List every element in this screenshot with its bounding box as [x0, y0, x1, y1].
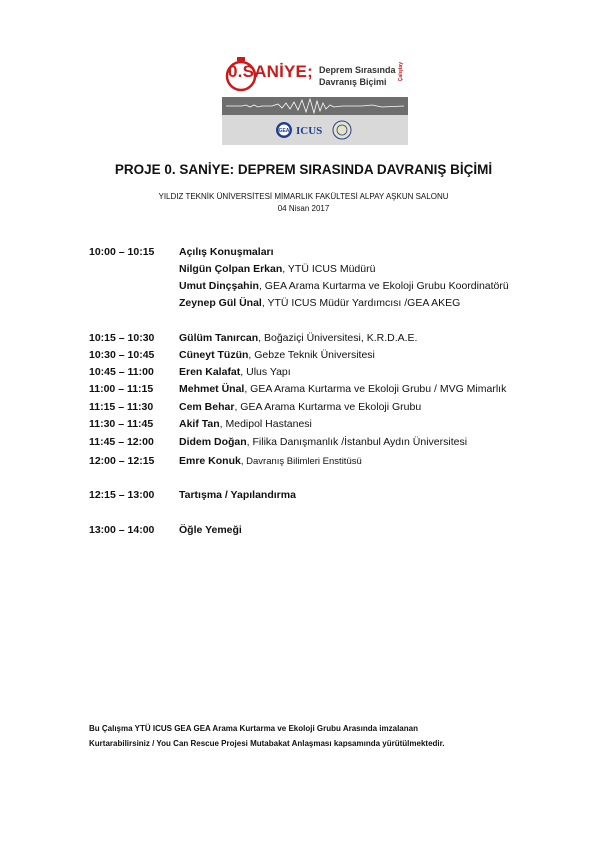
schedule-time: 11:15 – 11:30: [89, 401, 154, 413]
schedule-time: 10:15 – 10:30: [89, 332, 155, 344]
speaker-affiliation: , GEA Arama Kurtarma ve Ekoloji Grubu Koordinatörü: [258, 280, 509, 292]
speaker-name: Eren Kalafat: [179, 366, 241, 378]
footer-line-1: Bu Çalışma YTÜ ICUS GEA GEA Arama Kurtarma ve Ekoloji Grubu Arasında imzalanan: [89, 724, 418, 733]
schedule-item: Açılış Konuşmaları: [179, 246, 274, 258]
speaker-affiliation: , GEA Arama Kurtarma ve Ekoloji Grubu: [234, 401, 422, 413]
speaker-affiliation: , YTÜ ICUS Müdürü: [282, 263, 376, 275]
speaker-affiliation: , Filika Danışmanlık /İstanbul Aydın Üniversitesi: [246, 436, 468, 448]
speaker-affiliation: , GEA Arama Kurtarma ve Ekoloji Grubu / MVG Mimarlık: [244, 383, 507, 395]
schedule-item: Tartışma / Yapılandırma: [179, 489, 296, 501]
speaker-affiliation: , Davranış Bilimleri Enstitüsü: [240, 456, 362, 467]
page-title: PROJE 0. SANİYE: DEPREM SIRASINDA DAVRANIŞ BİÇİMİ: [114, 162, 493, 177]
partner-banner: [222, 97, 408, 145]
speaker-name: Emre Konuk: [179, 455, 241, 467]
footer-line-2: Kurtarabilirsiniz / You Can Rescue Projesi Mutabakat Anlaşması kapsamında yürütülmektedir.: [89, 739, 445, 748]
schedule-time: 12:15 – 13:00: [89, 489, 155, 501]
schedule-item: Öğle Yemeği: [179, 524, 242, 536]
icus-logo-text: ICUS: [296, 125, 323, 137]
logo-main-text: 0.SANİYE;: [228, 62, 313, 81]
speaker-affiliation: , Medipol Hastanesi: [219, 418, 312, 430]
schedule-time: 10:45 – 11:00: [89, 366, 154, 378]
venue: YILDIZ TEKNİK ÜNİVERSİTESİ MİMARLIK FAKÜLTESİ ALPAY AŞKUN SALONU: [158, 192, 449, 201]
speaker-name: Nilgün Çolpan Erkan: [179, 263, 283, 275]
speaker-name: Zeynep Gül Ünal: [179, 297, 262, 309]
gea-logo-icon: [276, 122, 292, 138]
speaker-affiliation: , YTÜ ICUS Müdür Yardımcısı /GEA AKEG: [261, 297, 461, 309]
speaker-affiliation: , Gebze Teknik Üniversitesi: [248, 349, 375, 361]
schedule-time: 11:30 – 11:45: [89, 418, 154, 430]
logo-line-2: Davranış Biçimi: [319, 77, 387, 87]
schedule-time: 11:00 – 11:15: [89, 383, 154, 395]
speaker-name: Akif Tan: [179, 418, 220, 430]
speaker-affiliation: , Ulus Yapı: [240, 366, 291, 378]
speaker-name: Gülüm Tanırcan: [179, 332, 259, 344]
schedule-time: 13:00 – 14:00: [89, 524, 155, 536]
speaker-affiliation: , Boğaziçi Üniversitesi, K.R.D.A.E.: [258, 332, 418, 344]
schedule-time: 10:00 – 10:15: [89, 246, 155, 258]
schedule-time: 11:45 – 12:00: [89, 436, 154, 448]
logo-side-text: Çalıştay: [398, 62, 404, 82]
logo-line-1: Deprem Sırasında: [319, 65, 396, 75]
schedule-time: 10:30 – 10:45: [89, 349, 155, 361]
event-date: 04 Nisan 2017: [277, 204, 330, 213]
speaker-name: Umut Dinçşahin: [179, 280, 259, 292]
logo: [222, 56, 408, 92]
speaker-name: Mehmet Ünal: [179, 383, 245, 395]
speaker-name: Cem Behar: [179, 401, 235, 413]
ytu-seal-icon: [333, 121, 351, 139]
speaker-name: Didem Doğan: [179, 436, 247, 448]
speaker-name: Cüneyt Tüzün: [179, 349, 249, 361]
gea-logo-text: GEA: [278, 128, 290, 134]
schedule-time: 12:00 – 12:15: [89, 455, 155, 467]
